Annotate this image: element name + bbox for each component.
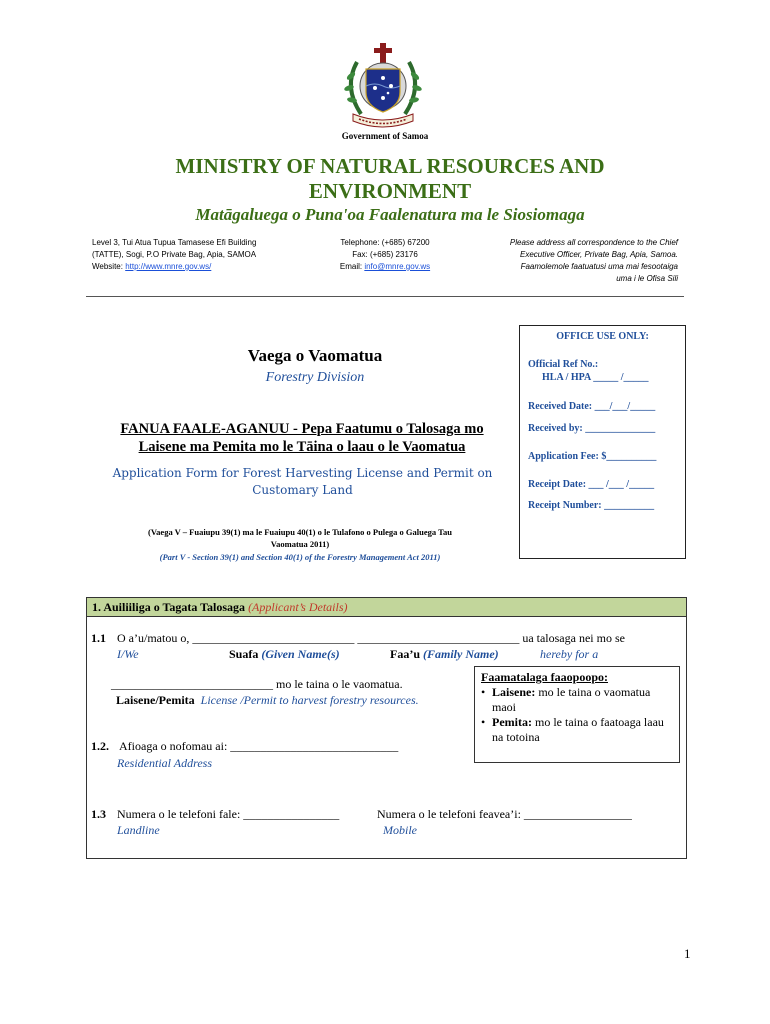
email-line (315, 261, 455, 273)
received-date-field[interactable]: Received Date: ___/___/_____ (528, 401, 656, 412)
address-line1: Level 3, Tui Atua Tupua Tamasese Efi Building (92, 238, 257, 247)
website-link[interactable]: http://www.mnre.gov.ws/ (125, 262, 212, 271)
section-title: Auiliiliga o Tagata Talosaga (103, 600, 246, 614)
pemita-label: Pemita: (492, 715, 532, 729)
residential-address-sublabel: Residential Address (117, 756, 212, 770)
website-line (92, 261, 312, 273)
additional-info-box (474, 666, 680, 763)
iwe-sublabel: I/We (117, 647, 139, 661)
address-line2: (TATTE), Sogi, P.O Private Bag, Apia, SAMOA (92, 250, 257, 259)
legal-reference-samoan-line2: Vaomatua 2011) (270, 539, 330, 549)
laisene-label: Laisene: (492, 685, 536, 699)
faau-label: Faa’u (390, 647, 420, 661)
form-title-english-line2: Customary Land (252, 483, 353, 497)
additional-info-list (481, 685, 673, 745)
fax: Fax: (+685) 23176 (352, 250, 418, 259)
license-english: License /Permit to harvest forestry resources. (200, 693, 419, 707)
pemita-text: mo le taina o faatoaga laau na totoina (492, 715, 664, 744)
form-title-english-line1: Application Form for Forest Harvesting License and Permit on (112, 466, 493, 480)
section-header (87, 598, 686, 617)
correspondence-line1: Please address all correspondence to the Chief (509, 238, 678, 247)
license-label: Laisene/Pemita (116, 693, 195, 707)
mobile-sublabel: Mobile (383, 823, 417, 837)
office-use-title: OFFICE USE ONLY: (556, 331, 649, 342)
list-item (481, 715, 673, 745)
ministry-title-samoan: Matāgaluega o Puna'oa Faalenatura ma le Siosiomaga (195, 205, 585, 224)
email-label: Email: (339, 262, 365, 271)
legal-reference-samoan-line1: (Vaega V – Fuaiupu 39(1) ma le Fuaiupu 40(1) o le Tulafono o Pulega o Galuega Tau (147, 527, 452, 537)
header-divider (86, 296, 684, 297)
receipt-date-field[interactable]: Receipt Date: ___ /___ /_____ (528, 479, 655, 490)
form-title-english (95, 465, 510, 499)
receipt-number-field[interactable]: Receipt Number: __________ (528, 500, 655, 511)
ministry-title-line1: MINISTRY OF NATURAL RESOURCES AND (175, 154, 605, 178)
vaega-title: Vaega o Vaomatua (247, 346, 383, 365)
license-type-sublabel (116, 693, 419, 708)
website-label: Website: (92, 262, 126, 271)
government-label: Government of Samoa (341, 131, 429, 141)
correspondence-line4: uma i le Ofisa Sili (616, 274, 678, 283)
official-ref-field[interactable]: HLA / HPA _____ /_____ (542, 372, 649, 383)
correspondence-note (468, 237, 678, 285)
suafa-label: Suafa (229, 647, 259, 661)
mobile-input-line[interactable]: Numera o le telefoni feavea’i: __________________ (377, 807, 632, 821)
ministry-title-line2: ENVIRONMENT (308, 179, 472, 203)
name-input-line[interactable]: O a’u/matou o, ___________________________ ___________________________ ua talosaga nei mo se (117, 631, 625, 645)
given-name-sublabel (229, 647, 340, 662)
telephone: Telephone: (+685) 67200 (340, 238, 430, 247)
forestry-division: Forestry Division (265, 370, 365, 385)
correspondence-line2: Executive Officer, Private Bag, Apia, Samoa. (520, 250, 678, 259)
section-number: 1. (92, 600, 101, 614)
q1-1-number: 1.1 (91, 631, 106, 645)
form-title-samoan-line1: FANUA FAALE-AGANUU - Pepa Faatumu o Talosaga mo (120, 421, 484, 437)
ministry-title (0, 154, 770, 204)
residential-address-input-line[interactable]: Afioaga o nofomau ai: ____________________________ (119, 739, 399, 753)
landline-sublabel: Landline (117, 823, 160, 837)
section-title-english: (Applicant’s Details) (248, 600, 348, 614)
legal-reference-samoan (90, 526, 510, 550)
legal-reference-english: (Part V - Section 39(1) and Section 40(1) of the Forestry Management Act 2011) (159, 552, 441, 562)
additional-info-title: Faamatalaga faaopoopo: (481, 670, 608, 684)
official-ref-label: Official Ref No.: (528, 359, 599, 370)
ministry-contact (315, 237, 455, 273)
ministry-address (92, 237, 312, 273)
form-title-samoan (86, 420, 518, 456)
form-title-samoan-line2: Laisene ma Pemita mo le Tāina o laau o le Vaomatua (138, 439, 466, 455)
family-name-english: (Family Name) (423, 647, 499, 661)
q1-3-number: 1.3 (91, 807, 106, 821)
laisene-text: mo le taina o vaomatua maoi (492, 685, 651, 714)
page-number: 1 (684, 946, 691, 961)
received-by-field[interactable]: Received by: ______________ (528, 423, 656, 434)
list-item (481, 685, 673, 715)
samoa-coat-of-arms-logo (333, 42, 433, 130)
email-link[interactable]: info@mnre.gov.ws (364, 262, 431, 271)
hereby-sublabel: hereby for a (540, 647, 599, 661)
correspondence-line3: Faamolemole faatuatusi uma mai fesootaiga (520, 262, 678, 271)
q1-2-number: 1.2. (91, 739, 109, 753)
landline-input-line[interactable]: Numera o le telefoni fale: ________________ (117, 807, 340, 821)
office-use-box (519, 325, 686, 559)
given-name-english: (Given Name(s) (261, 647, 340, 661)
license-type-input-line[interactable]: ___________________________ mo le taina o le vaomatua. (111, 677, 403, 691)
family-name-sublabel (390, 647, 499, 662)
application-fee-field[interactable]: Application Fee: $__________ (528, 451, 657, 462)
